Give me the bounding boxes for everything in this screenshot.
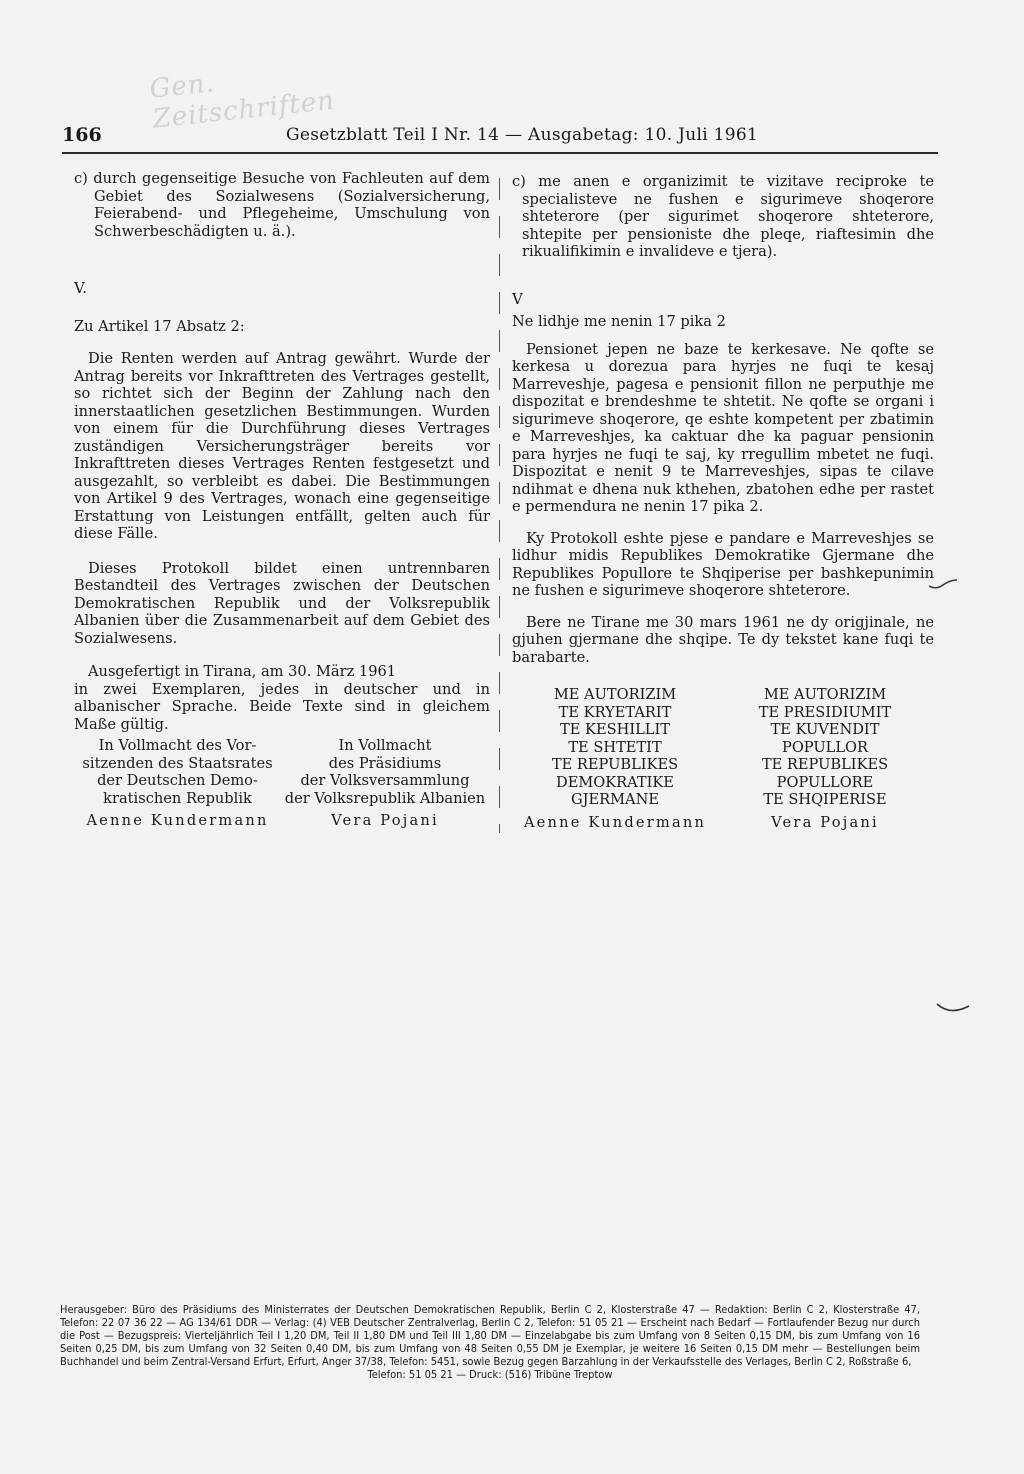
impressum-text: Herausgeber: Büro des Präsidiums des Ministerrates der Deutschen Demokratischen Republik, Berlin C 2, Klosterstraße 47 — Redaktion: Berlin C 2, Klosterstraße 47, Telefon: 22 07 36 22 — AG 134/61 DDR — Verlag: (4) VEB Deutscher Zentralverlag, Berlin C 2, Telefon: 51 05 21 — Erscheint nach Bedarf — Fortlaufender Bezug nur durch die Post — Bezugspreis: Vierteljährlich Teil I 1,20 DM, Teil II 1,80 DM und Teil III 1,80 DM — Einzelabgabe bis zum Umfang von 8 Seiten 0,15 DM, bis zum Umfang von 16 Seiten 0,25 DM, bis zum Umfang von 32 Seiten 0,40 DM, bis zum Umfang von 48 Seiten 0,55 DM je Exemplar, je weitere 16 Seiten 0,15 DM mehr — Bestellungen beim Buchhandel und beim Zentral-Versand Erfurt, Erfurt, Anger 37/38, Telefon: 5451, sowie Bezug gegen Barzahlung in der Verkaufsstelle des Verlages, Berlin C 2, Roßstraße 6, bbox=[60, 1303, 920, 1368]
signature-title-line: In Vollmacht des Vor- bbox=[98, 737, 257, 754]
german-place-date: Ausgefertigt in Tirana, am 30. März 1961 bbox=[88, 663, 397, 680]
signature-title-line: TE KUVENDIT bbox=[770, 721, 880, 738]
signature-title-line: der Deutschen Demo- bbox=[97, 772, 258, 789]
signature-title-line: TE REPUBLIKES bbox=[551, 756, 679, 773]
signature-title-line: In Vollmacht bbox=[338, 737, 432, 754]
page-number: 166 bbox=[62, 124, 102, 146]
signature-title-line: TE SHQIPERISE bbox=[763, 791, 887, 808]
header-rule bbox=[62, 152, 938, 154]
albanian-item-c: c) me anen e organizimit te vizitave reciproke te specialisteve ne fushen e sigurimeve shoqerore shteterore (per sigurimet shoqerore shteterore, shtepite per pensioniste dhe pleqe, riaftesimin dhe rikualifikimin e invalideve e tjera). bbox=[512, 173, 934, 260]
signature-title-line: TE KRYETARIT bbox=[558, 703, 672, 721]
german-section-heading: V. bbox=[74, 279, 87, 297]
albanian-article-ref: Ne lidhje me nenin 17 pika 2 bbox=[512, 313, 726, 330]
german-signature-gdr bbox=[80, 737, 275, 830]
signature-title-line: sitzenden des Staatsrates bbox=[82, 754, 273, 772]
signature-title-line: der Volksversammlung bbox=[300, 772, 470, 789]
signature-title-line: TE SHTETIT bbox=[568, 738, 662, 756]
signature-title-line: ME AUTORIZIM bbox=[553, 686, 677, 703]
column-divider bbox=[499, 178, 500, 833]
pen-mark bbox=[928, 576, 958, 594]
albanian-signatures bbox=[515, 686, 925, 831]
signature-title-line: ME AUTORIZIM bbox=[763, 686, 887, 703]
german-column bbox=[74, 170, 490, 733]
handwritten-note: Gen. Zeitschriften bbox=[148, 68, 337, 135]
albanian-paragraph-3: Bere ne Tirane me 30 mars 1961 ne dy origjinale, ne gjuhen gjermane dhe shqipe. Te dy tekstet kane fuqi te barabarte. bbox=[512, 613, 934, 666]
signature-title-line: TE KESHILLIT bbox=[560, 721, 670, 738]
signature-title-line: POPULLORE bbox=[776, 773, 874, 791]
signatory-name: Vera Pojani bbox=[771, 813, 879, 831]
albanian-paragraph-2: Ky Protokoll eshte pjese e pandare e Marreveshjes se lidhur midis Republikes Demokratike Gjermane dhe Republikes Popullore te Shqiperise per bashkepunimin ne fushen e sigurimeve shoqerore shteterore. bbox=[512, 529, 934, 599]
german-item-c: c) durch gegenseitige Besuche von Fachleuten auf dem Gebiet des Sozialwesens (Sozialversicherung, Feierabend- und Pflegeheime, Umschulung von Schwerbeschädigten u. ä.). bbox=[74, 170, 490, 240]
signatory-name: Vera Pojani bbox=[331, 812, 439, 829]
albanian-paragraph-1: Pensionet jepen ne baze te kerkesave. Ne qofte se kerkesa u dorezua para hyrjes ne fuqi te kesaj Marreveshje, pagesa e pensionit fillon ne perputhje me dispozitat e brendeshme te shtetit. Ne qofte se organi i sigurimeve shoqerore, qe eshte kompetent per zbatimin e Marreveshjes, ka caktuar dhe ka paguar pensionin para hyrjes ne fuqi te saj, ky rregullim mbetet ne fuqi. Dispozitat e nenit 9 te Marreveshjes, sipas te cilave ndihmat e dhena nuk kthehen, zbatohen edhe per rastet e permendura ne nenin 17 pika 2. bbox=[512, 340, 934, 515]
german-signature-albania bbox=[280, 737, 490, 830]
impressum-last-line: Telefon: 51 05 21 — Druck: (516) Tribüne Treptow bbox=[367, 1368, 613, 1381]
signature-title-line: TE PRESIDIUMIT bbox=[758, 703, 892, 721]
pen-mark bbox=[936, 1000, 970, 1016]
german-paragraph-2: Dieses Protokoll bildet einen untrennbaren Bestandteil des Vertrages zwischen der Deutschen Demokratischen Republik und der Volksrepublik Albanien über die Zusammenarbeit auf dem Gebiet des Sozialwesens. bbox=[74, 559, 490, 647]
signature-title-line: des Präsidiums bbox=[328, 754, 442, 772]
running-head: Gesetzblatt Teil I Nr. 14 — Ausgabetag: 10. Juli 1961 bbox=[286, 125, 759, 145]
signatory-name: Aenne Kundermann bbox=[86, 812, 269, 829]
albanian-signature-albania bbox=[725, 686, 925, 831]
signature-title-line: kratischen Republik bbox=[103, 789, 252, 807]
signature-title-line: GJERMANE bbox=[570, 791, 660, 808]
signature-title-line: TE REPUBLIKES bbox=[761, 756, 889, 773]
german-article-ref: Zu Artikel 17 Absatz 2: bbox=[74, 317, 245, 335]
albanian-section-heading: V bbox=[512, 289, 523, 308]
signature-title-line: der Volksrepublik Albanien bbox=[284, 789, 486, 807]
german-paragraph-1: Die Renten werden auf Antrag gewährt. Wurde der Antrag bereits vor Inkrafttreten des Vertrages gestellt, so richtet sich der Beginn der Zahlung nach den innerstaatlichen gesetzlichen Bestimmungen. Wurden von einem für die Durchführung dieses Vertrages zuständigen Versicherungsträger bereits vor Inkrafttreten dieses Vertrages Renten festgesetzt und ausgezahlt, so verbleibt es dabei. Die Bestimmungen von Artikel 9 des Vertrages, wonach eine gegenseitige Erstattung von Leistungen entfällt, gelten auch für diese Fälle. bbox=[74, 350, 490, 542]
signature-title-line: POPULLOR bbox=[782, 738, 868, 756]
publisher-impressum bbox=[60, 1303, 920, 1381]
albanian-signature-gdr bbox=[515, 686, 715, 831]
signatory-name: Aenne Kundermann bbox=[523, 813, 707, 831]
german-signatures bbox=[80, 737, 490, 830]
german-paragraph-3: in zwei Exemplaren, jedes in deutscher und in albanischer Sprache. Beide Texte sind in gleichem Maße gültig. bbox=[74, 680, 490, 733]
page-header bbox=[62, 124, 938, 152]
albanian-column bbox=[512, 173, 934, 666]
signature-title-line: DEMOKRATIKE bbox=[556, 773, 674, 791]
